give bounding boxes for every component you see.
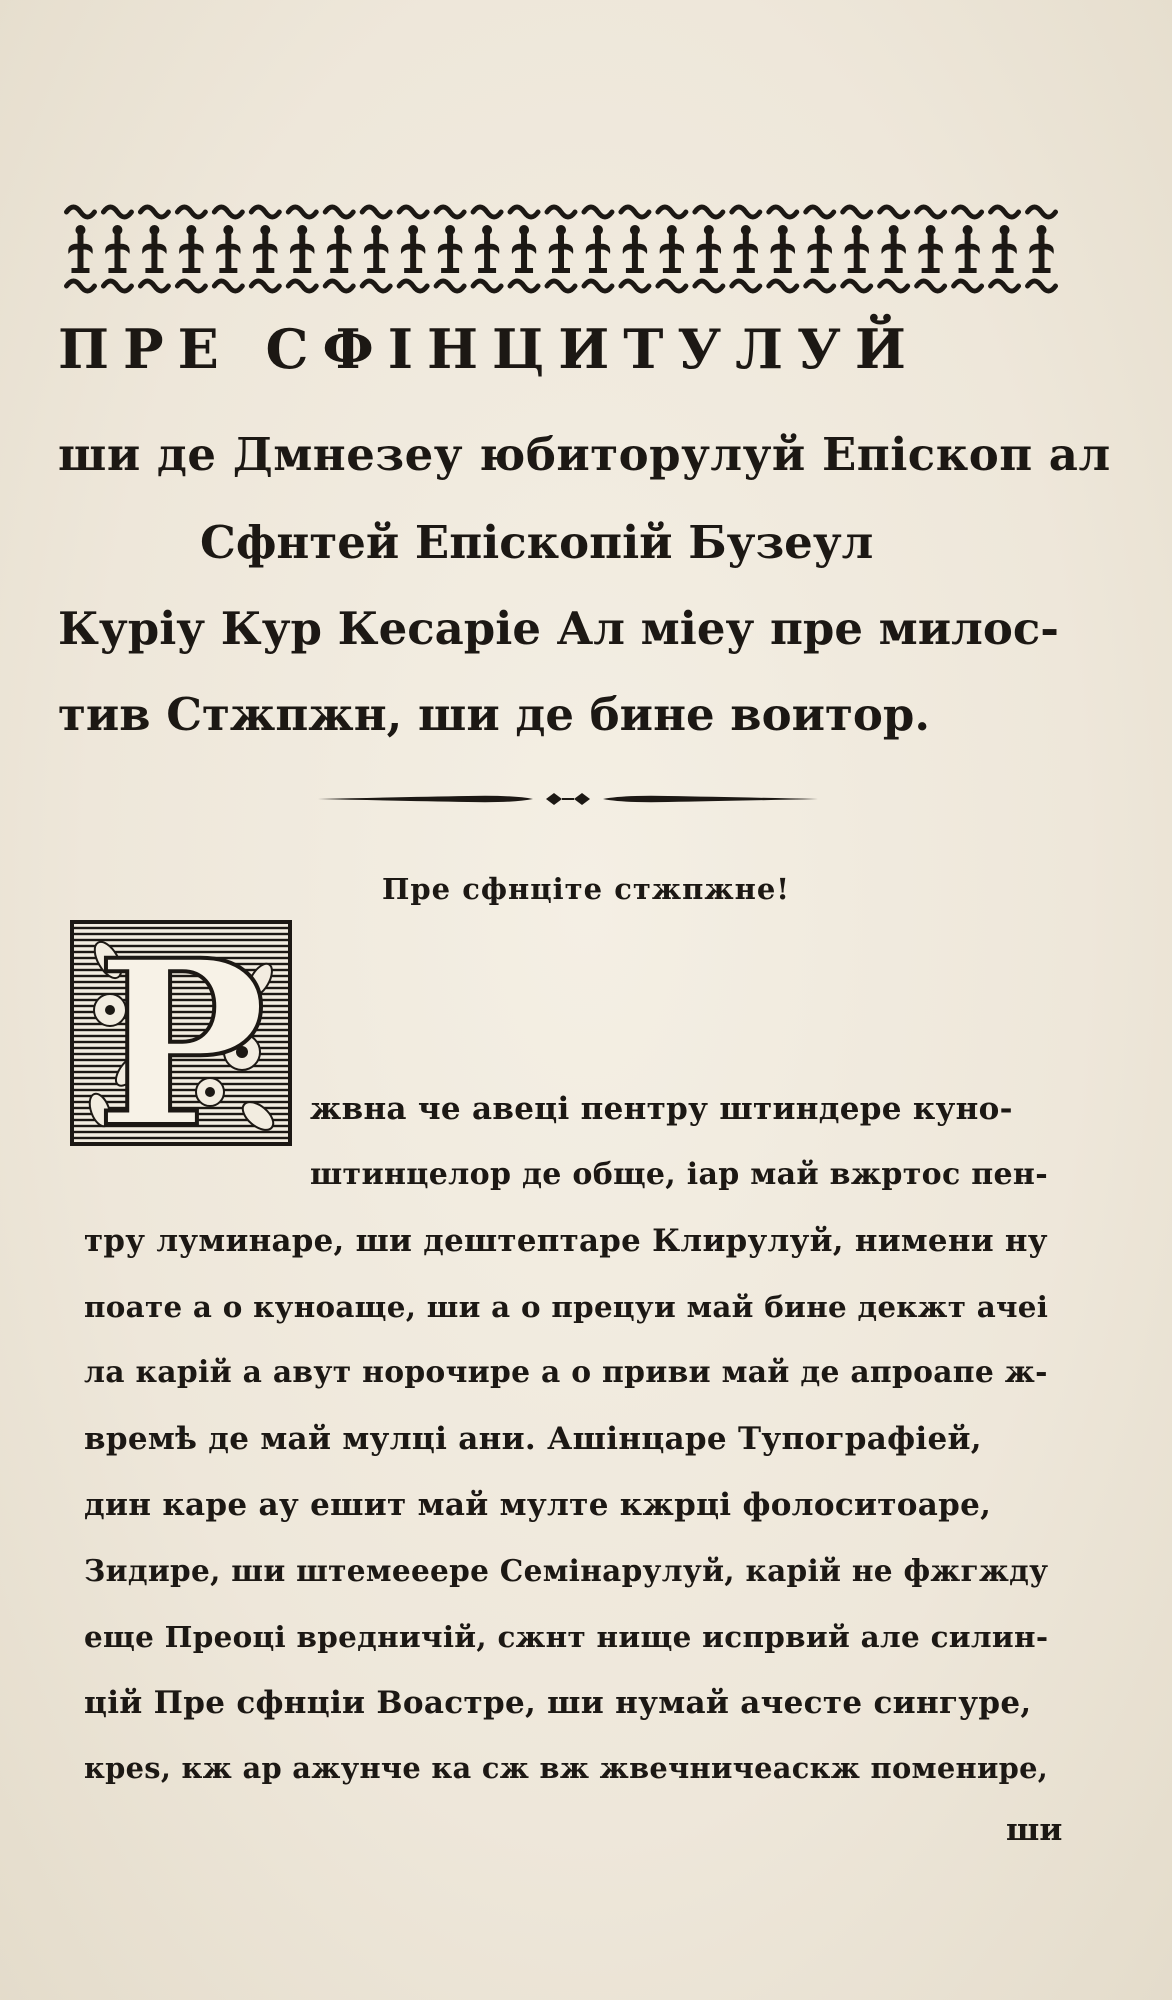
salutation: Пре сфнціте стжпжне!	[381, 872, 791, 906]
ornamental-headpiece	[62, 200, 1060, 296]
body-line: дин каре ау ешит май мулте кжрці фолоситоаре,	[84, 1487, 992, 1523]
fleuron-border-icon	[62, 200, 1060, 296]
body-line: тру луминаре, ши дештептаре Клирулуй, нимени ну	[84, 1223, 1048, 1259]
body-line: ла карій а авут норочире а о приви май де апроапе ж-	[84, 1355, 1048, 1390]
decorative-rule	[318, 786, 818, 812]
decorated-initial	[70, 920, 292, 1146]
catchword: ши	[1006, 1812, 1063, 1848]
heading-line-3: Сфнтей Епіскопій Бузеул	[200, 516, 874, 569]
heading-line-4: Куріу Кур Кесаріе Ал міеу пре милос-	[58, 602, 1059, 655]
drop-cap-letter: Р	[95, 920, 267, 1146]
body-line: поате а о куноаще, ши а о прецуи май бине декжт ачеі	[84, 1289, 1049, 1324]
heading-line-1: ПРЕ СФІНЦИТУЛУЙ	[58, 317, 920, 381]
body-line: креѕ, кж ар ажунче ка сж вж жвечничеаскж поменире,	[84, 1751, 1049, 1785]
body-line: штинцелор де обще, іар май вжртос пен-	[310, 1157, 1048, 1192]
body-line: Зидире, ши штемееере Семінарулуй, карій не фжгжду	[84, 1553, 1049, 1588]
body-line: жвна че авеці пентру штиндере куно-	[310, 1091, 1013, 1127]
heading-line-5: тив Стжпжн, ши де бине воитор.	[58, 688, 930, 741]
heading-line-2: ши де Дмнезеу юбиторулуй Епіскоп ал	[58, 428, 1111, 481]
floral-initial-icon	[70, 920, 292, 1146]
body-line: цій Пре сфнціи Воастре, ши нумай ачесте сингуре,	[84, 1685, 1032, 1721]
body-line: времѣ де май мулці ани. Ашінцаре Тупографіей,	[84, 1421, 982, 1457]
swelled-rule-icon	[318, 786, 818, 812]
body-line: еще Преоці вредничій, сжнт нище испрвий але силин-	[84, 1619, 1049, 1654]
